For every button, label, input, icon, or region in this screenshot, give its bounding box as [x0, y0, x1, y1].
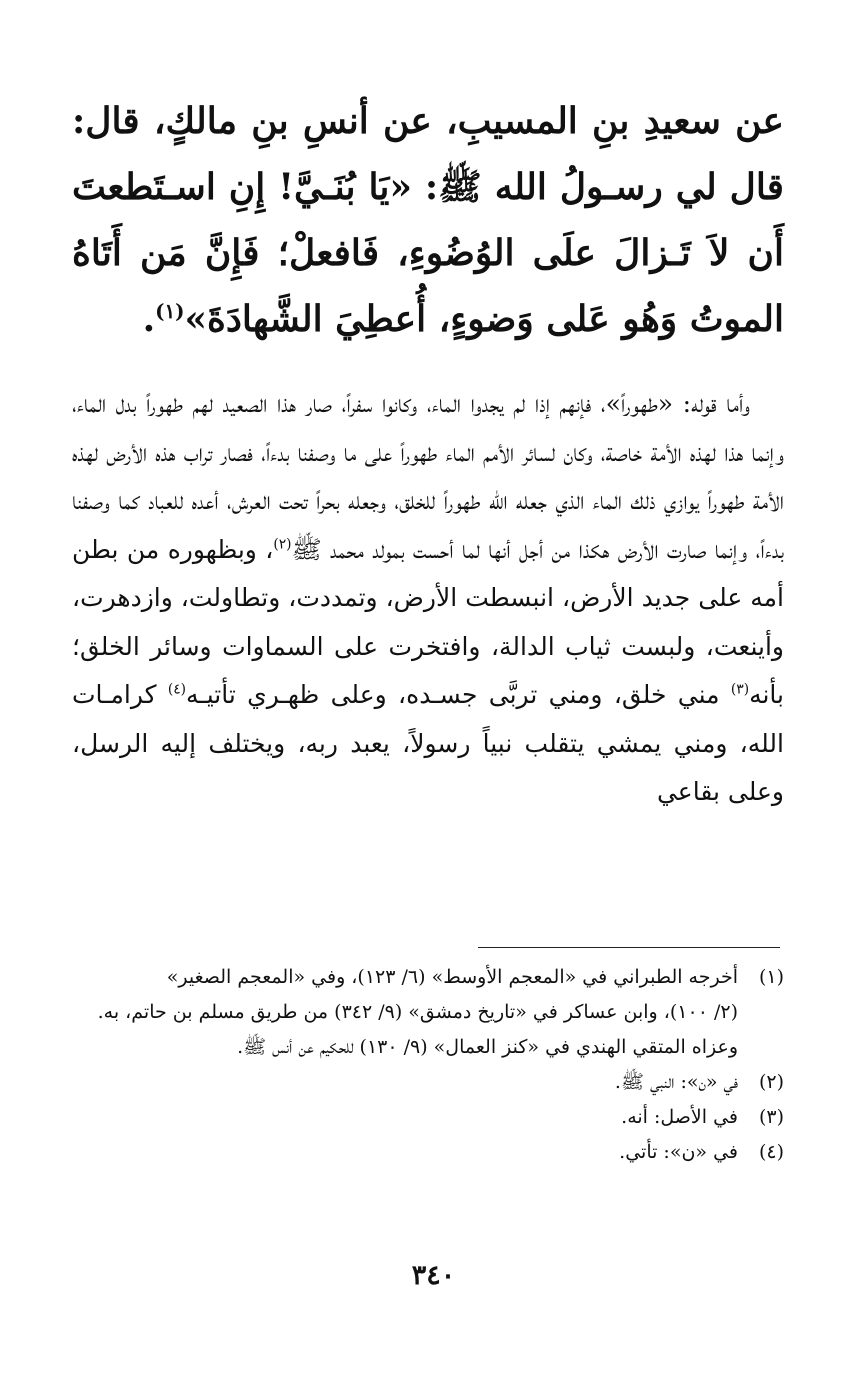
- footnote-ref-1: (١): [155, 299, 185, 323]
- commentary-paragraph: [72, 380, 784, 817]
- footnote-1: [72, 960, 784, 1065]
- hadith-end-mark: .: [142, 298, 156, 340]
- footnote-number: (٤): [758, 1141, 784, 1163]
- footnote-2: [72, 1065, 784, 1100]
- commentary-part-1: وأما قوله: «طهوراً»، فإنهم إذا لم يجدوا الماء، وكانوا سفراً، صار هذا الصعيد لهم طهوراً بدل الماء، وإنما هذا لهذه الأمة خاصة، وكان لسائر الأمم الماء طهوراً على ما وصفنا بدءاً، فصار تراب هذه الأرض لهذه الأمة طهوراً يوازي ذلك الماء الذي جعله الله طهوراً للخلق، وجعله بحراً تحت العرش، أعده للعباد كما وصفنا بدءاً، وإنما صارت الأرض هكذا من أجل أنها لما أحست بمولد محمد ﷺ: [72, 389, 785, 564]
- footnote-number: (٢): [758, 1071, 784, 1093]
- commentary-part-4: كرامـات الله، ومني يمشي يتقلب نبياً رسولاً، يعبد ربه، ويختلف إليه الرسل، وعلى بقاعي: [72, 680, 784, 806]
- footnote-number: (٣): [758, 1106, 784, 1128]
- footnote-text: [72, 1100, 738, 1135]
- footnote-ref-2: (٢): [273, 536, 292, 553]
- page-number: ٣٤٠: [411, 1260, 456, 1291]
- footnote-line: أخرجه الطبراني في «المعجم الأوسط» (٦/ ١٢٣)، وفي «المعجم الصغير»: [166, 966, 738, 988]
- footnote-line: (٢/ ١٠٠)، وابن عساكر في «تاريخ دمشق» (٩/ ٣٤٢) من طريق مسلم بن حاتم، به.: [97, 1001, 738, 1023]
- footnote-line: وعزاه المتقي الهندي في «كنز العمال» (٩/ ١٣٠) للحكيم عن أنس ﷺ.: [237, 1036, 738, 1058]
- footnote-text: [72, 1065, 738, 1100]
- footnotes: [72, 960, 784, 1170]
- footnote-line: في الأصل: أنه.: [621, 1106, 738, 1128]
- hadith-body: عن سعيدِ بنِ المسيبِ، عن أنسِ بنِ مالكٍ، قال: قال لي رسـولُ الله ﷺ: «يَا بُنَـيَّ! إِنِ اسـتَطعتَ أَن لاَ تَـزالَ علَى الوُضُوءِ، فَافعلْ؛ فَإِنَّ مَن أَتَاهُ الموتُ وَهُو عَلى وَضوءٍ، أُعطِيَ الشَّهادَةَ»: [72, 100, 784, 340]
- footnote-divider: [478, 947, 780, 948]
- footnote-ref-3: (٣): [730, 681, 750, 698]
- commentary-part-2: ، وبظهوره من بطن أمه على جديد الأرض، انبسطت الأرض، وتمددت، وتطاولت، وازدهرت، وأينعت، ولبست ثياب الدالة، وافتخرت على السماوات وسائر الخلق؛ بأنه: [72, 534, 784, 709]
- commentary-part-3: مني خلق، ومني تربَّى جسـده، وعلى ظهـري تأتيـه: [186, 680, 731, 709]
- footnote-text: [72, 960, 738, 1065]
- footnote-3: [72, 1100, 784, 1135]
- footnote-4: [72, 1135, 784, 1170]
- footnote-line: في «ن»: تأتي.: [619, 1141, 738, 1163]
- hadith-text: [72, 88, 784, 352]
- footnote-ref-4: (٤): [167, 681, 186, 698]
- footnote-number: (١): [758, 966, 784, 988]
- footnote-text: [72, 1135, 738, 1170]
- page-content: [72, 88, 784, 817]
- footnote-line: في «ن»: النبي ﷺ.: [614, 1071, 738, 1093]
